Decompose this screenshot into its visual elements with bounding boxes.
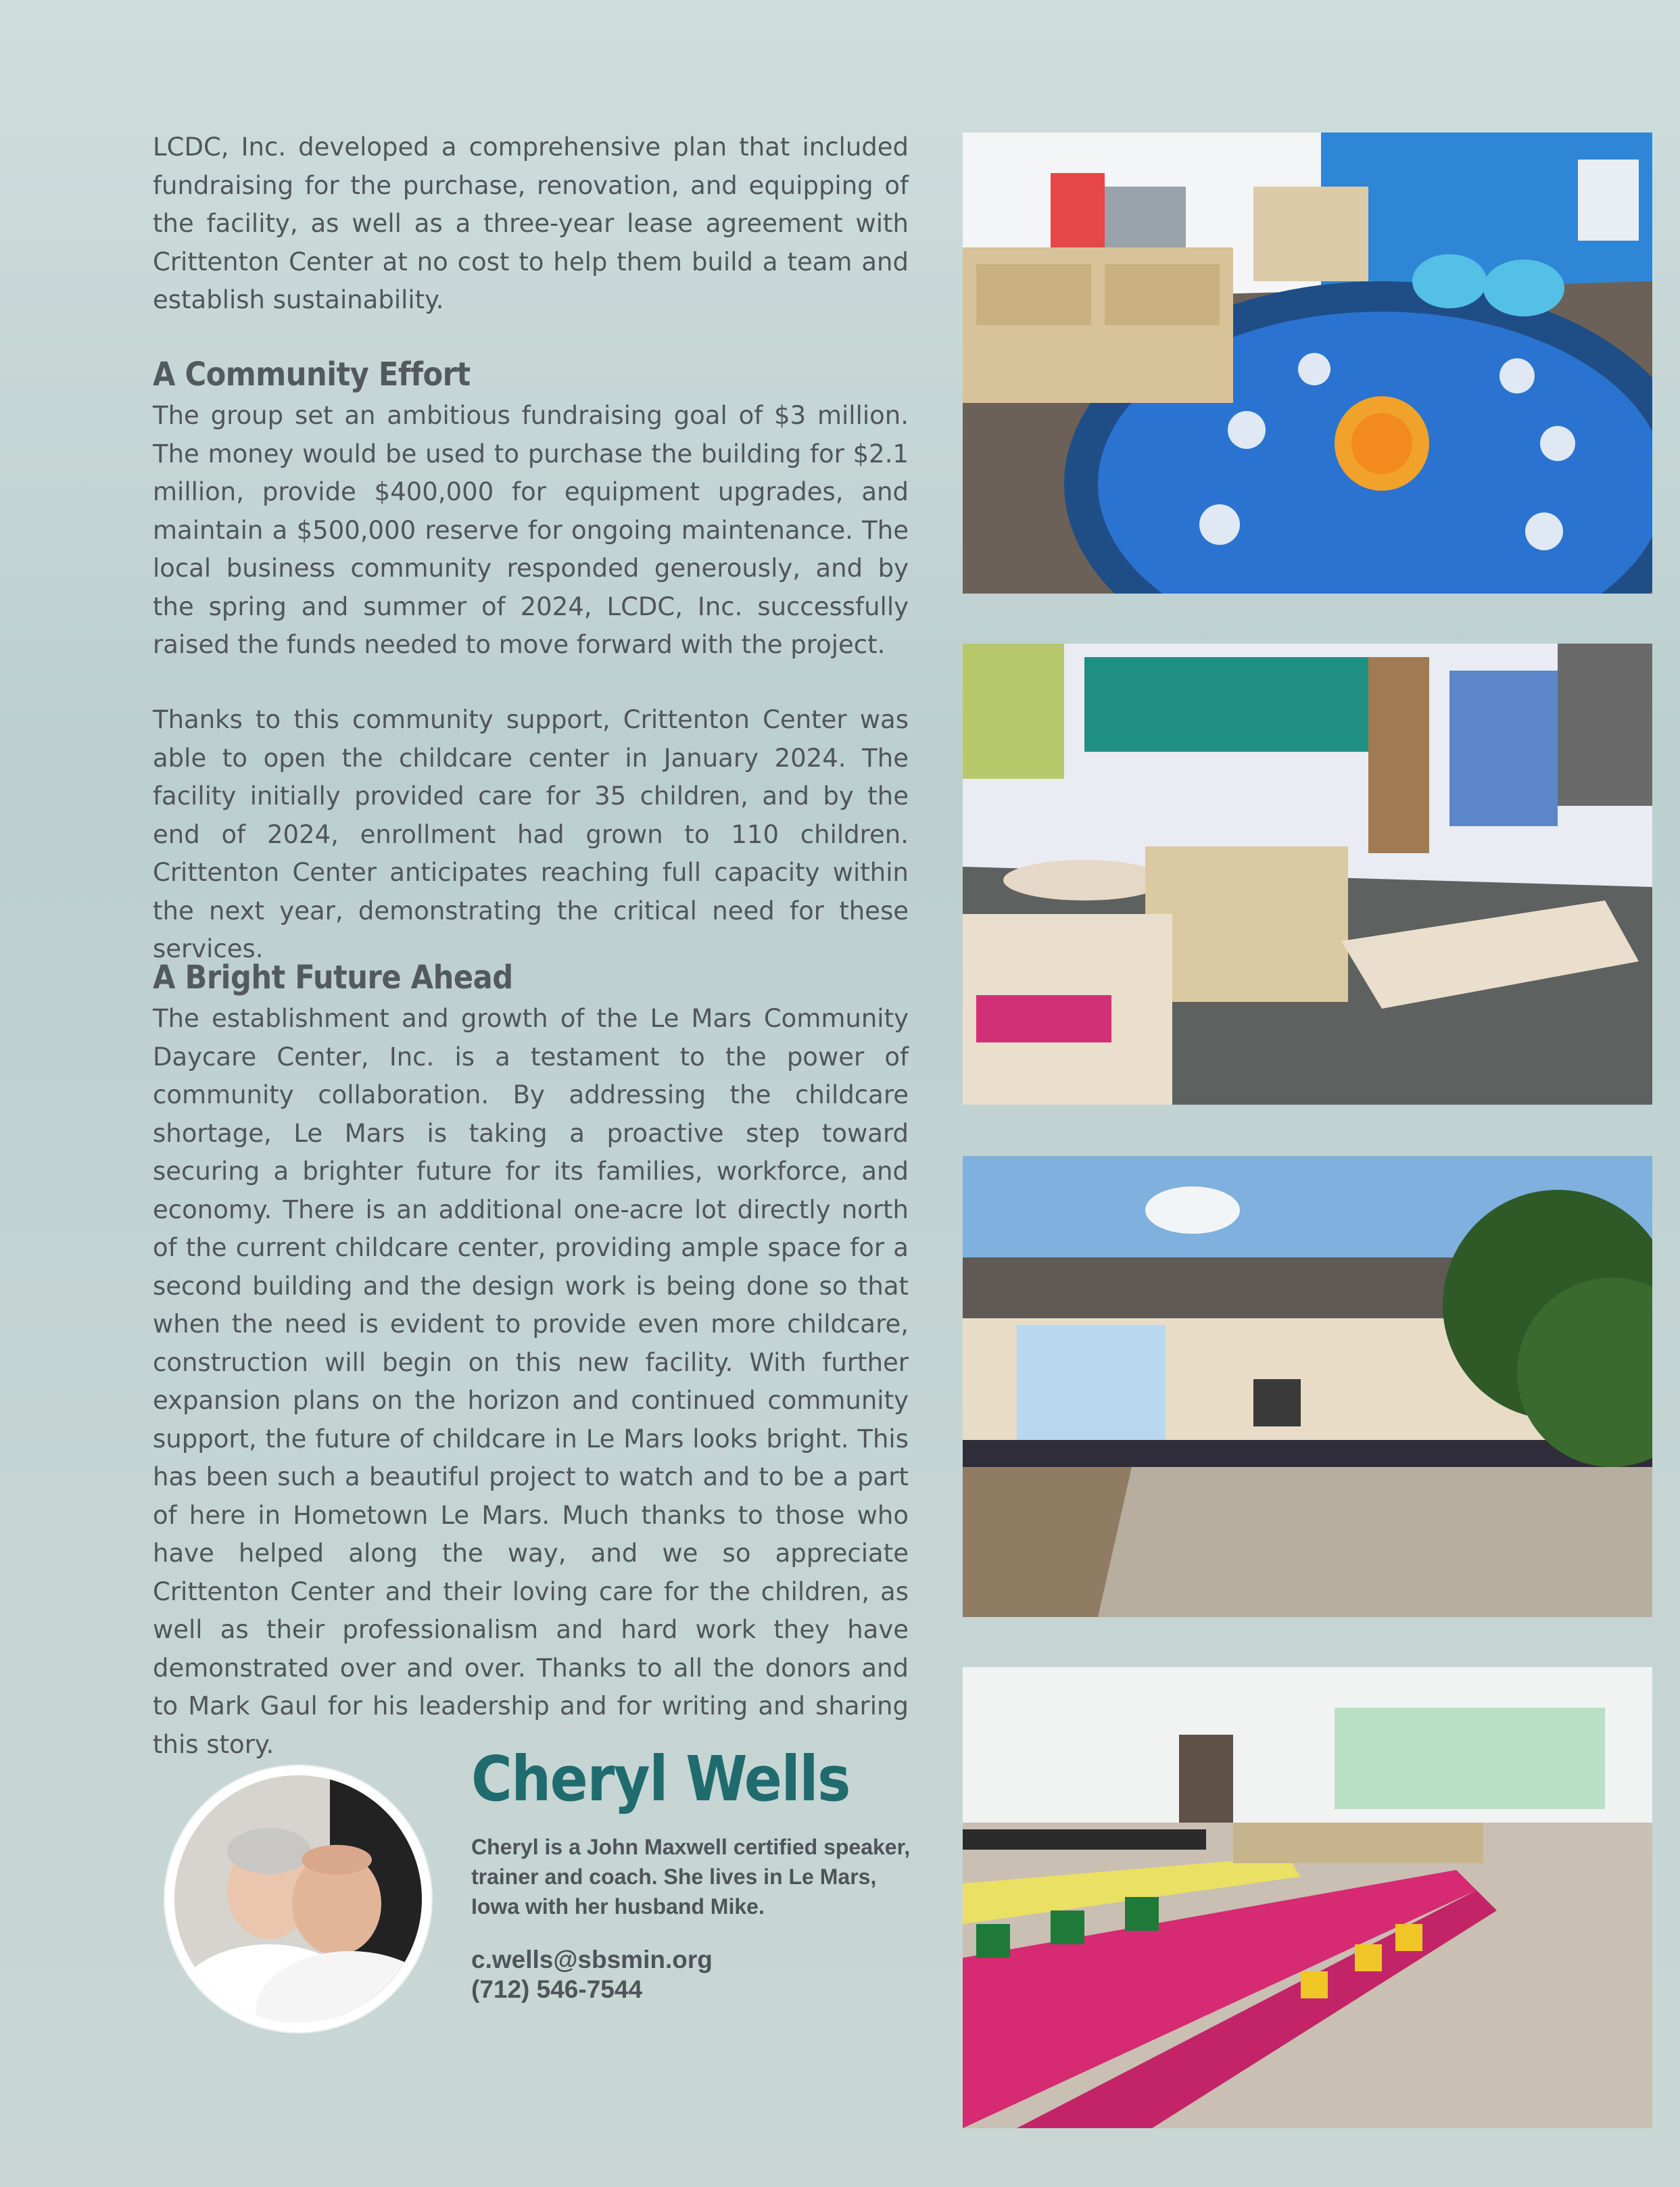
section-heading-bright-future: A Bright Future Ahead xyxy=(153,959,513,996)
bright-future-paragraph: The establishment and growth of the Le Mars Community Daycare Center, Inc. is a testament to the power of community collaboration. By addressing the childcare shortage, Le Mars is taking a proactive step toward securing a brighter future for its families, workforce, and economy. There is an additional one-acre lot directly north of the current childcare center, providing ample space for a second building and the design work is being done so that when the need is evident to provide even more childcare, construction will begin on this new facility. With further expansion plans on the horizon and continued community support, the future of childcare in Le Mars looks bright. This has been such a beautiful project to watch and to be a part of here in Hometown Le Mars. Much thanks to those who have helped along the way, and we so appreciate Crittenton Center and their loving care for the children, as well as their professionalism and hard work they have demonstrated over and over. Thanks to all the donors and to Mark Gaul for his leadership and for writing and sharing this story. xyxy=(153,1004,909,1759)
photo-building-exterior xyxy=(963,1156,1652,1617)
author-bio: Cheryl is a John Maxwell certified speaker, trainer and coach. She lives in Le Mars, Iowa with her husband Mike. xyxy=(471,1835,911,1919)
photo-classroom-tables xyxy=(963,644,1652,1105)
community-effort-paragraph-1: The group set an ambitious fundraising goal of $3 million. The money would be used to purchase the building for $2.1 million, provide $400,000 for equipment upgrades, and maintain a $500,000 reserve for ongoing maintenance. The local business community responded generously, and by the spring and summer of 2024, LCDC, Inc. successfully raised the funds needed to move forward with the project. xyxy=(153,401,909,659)
section-heading-community-effort: A Community Effort xyxy=(153,356,471,393)
author-photo xyxy=(165,1766,431,2032)
author-phone[interactable]: (712) 546-7544 xyxy=(471,1975,643,2003)
author-email[interactable]: c.wells@sbsmin.org xyxy=(471,1946,713,1973)
author-name: Cheryl Wells xyxy=(471,1743,850,1815)
community-effort-paragraph-2: Thanks to this community support, Crittenton Center was able to open the childcare center in January 2024. The facility initially provided care for 35 children, and by the end of 2024, enrollment had grown to 110 children. Crittenton Center anticipates reaching full capacity within the next year, demonstrating the critical need for these services. xyxy=(153,705,909,963)
photo-classroom-rug xyxy=(963,133,1652,594)
photo-large-room xyxy=(963,1667,1652,2128)
intro-paragraph: LCDC, Inc. developed a comprehensive plan that included fundraising for the purchase, renovation, and equipping of the facility, as well as a three-year lease agreement with Crittenton Center at no cost to help them build a team and establish sustainability. xyxy=(153,133,909,314)
